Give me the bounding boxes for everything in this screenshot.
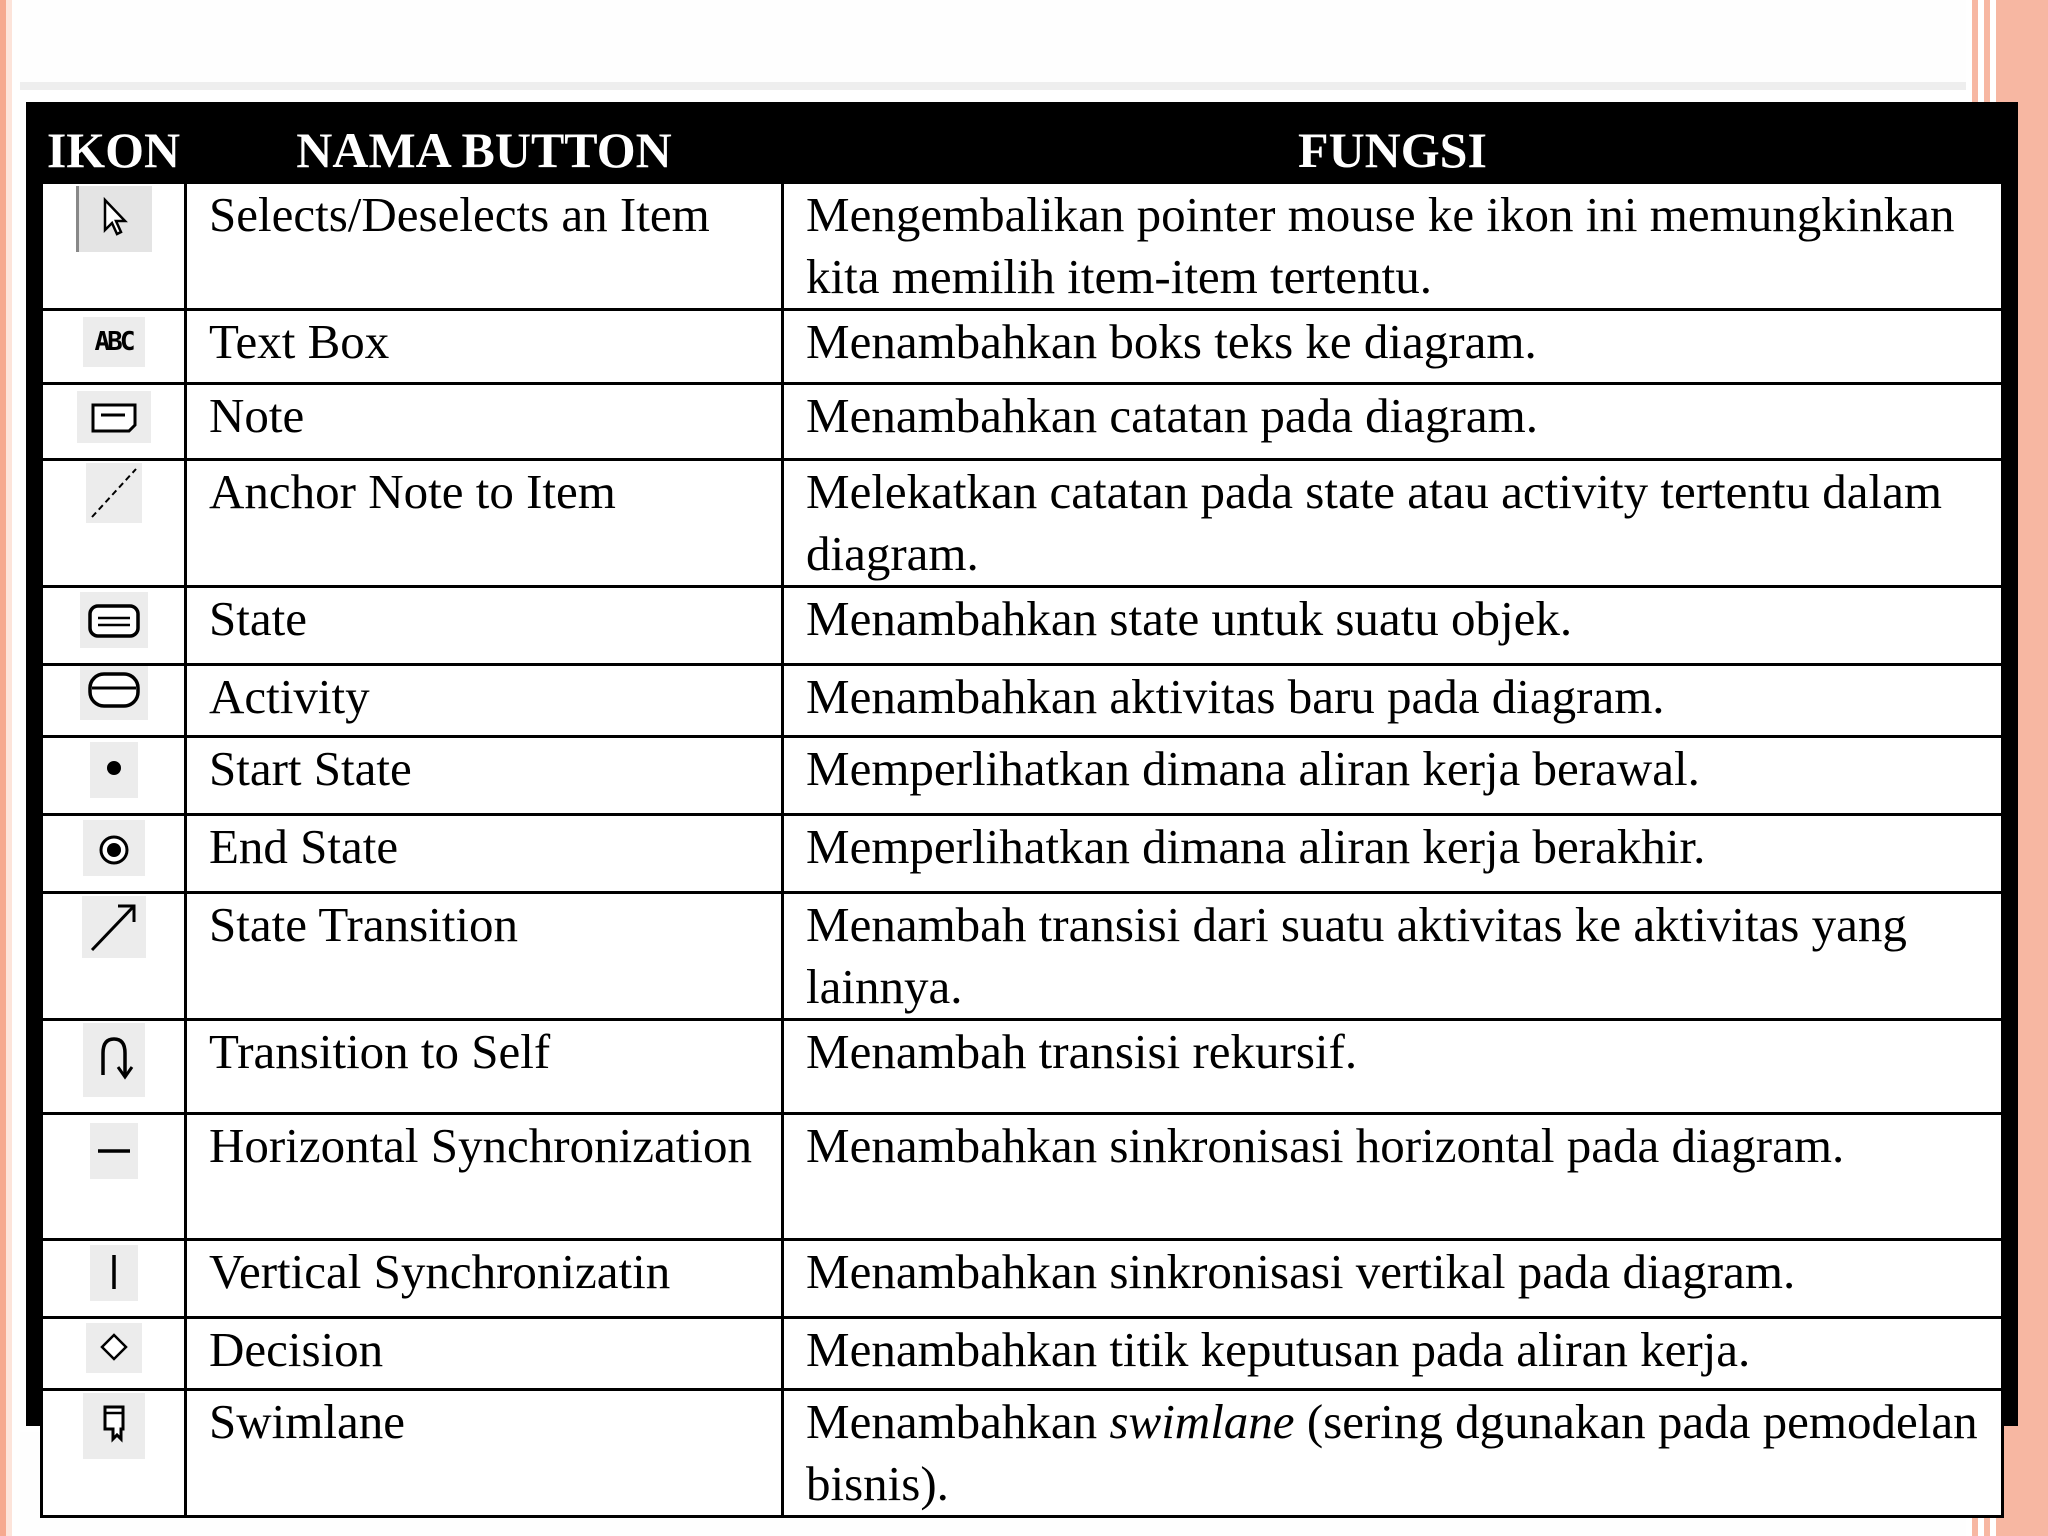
row-name: Anchor Note to Item	[186, 460, 783, 587]
table-row	[42, 1114, 2003, 1240]
header-fungsi: FUNGSI	[783, 118, 2003, 183]
state-transition-icon	[82, 896, 146, 958]
table-row	[42, 665, 2003, 737]
row-name: Swimlane	[186, 1390, 783, 1517]
icon-cell	[42, 1020, 186, 1114]
row-fungsi: Menambahkan state untuk suatu objek.	[783, 587, 2003, 665]
row-fungsi: Menambah transisi dari suatu aktivitas ke aktivitas yang lainnya.	[783, 893, 2003, 1020]
end-state-icon	[83, 820, 145, 876]
row-name: Selects/Deselects an Item	[186, 183, 783, 310]
row-fungsi: Menambahkan catatan pada diagram.	[783, 384, 2003, 460]
icon-table-frame	[26, 102, 2018, 1511]
left-decoration	[0, 0, 20, 1536]
icon-cell	[42, 183, 186, 310]
table-header-row	[42, 118, 2003, 183]
table-row	[42, 310, 2003, 384]
icon-cell	[42, 587, 186, 665]
icon-cell	[42, 1318, 186, 1390]
icon-cell	[42, 815, 186, 893]
row-fungsi-pre: Menambahkan	[806, 1394, 1110, 1449]
table-row	[42, 893, 2003, 1020]
vertical-sync-icon	[90, 1245, 138, 1301]
row-fungsi-emphasis: swimlane	[1109, 1394, 1295, 1449]
horizontal-sync-icon	[90, 1123, 138, 1179]
row-name: Activity	[186, 665, 783, 737]
decision-icon	[86, 1323, 142, 1373]
icon-cell	[42, 737, 186, 815]
text-box-icon	[83, 317, 145, 367]
row-name: Note	[186, 384, 783, 460]
icon-cell	[42, 665, 186, 737]
row-fungsi: Menambahkan boks teks ke diagram.	[783, 310, 2003, 384]
row-name: Start State	[186, 737, 783, 815]
header-nama-button: NAMA BUTTON	[186, 118, 783, 183]
note-icon	[77, 391, 151, 443]
activity-icon	[80, 666, 148, 720]
row-fungsi: Memperlihatkan dimana aliran kerja berakhir.	[783, 815, 2003, 893]
row-name: Vertical Synchronizatin	[186, 1240, 783, 1318]
icon-cell	[42, 1114, 186, 1240]
row-name: Horizontal Synchronization	[186, 1114, 783, 1240]
row-name: State	[186, 587, 783, 665]
icon-cell	[42, 1240, 186, 1318]
table-row	[42, 737, 2003, 815]
table-row	[42, 460, 2003, 587]
row-fungsi: Menambahkan sinkronisasi horizontal pada diagram.	[783, 1114, 2003, 1240]
row-name: Text Box	[186, 310, 783, 384]
header-ikon: IKON	[42, 118, 186, 183]
icon-cell	[42, 310, 186, 384]
state-icon	[80, 592, 148, 648]
row-fungsi: Menambahkan aktivitas baru pada diagram.	[783, 665, 2003, 737]
text-box-icon-label: ABC	[94, 327, 133, 357]
slide-top	[20, 0, 1966, 82]
transition-to-self-icon	[83, 1023, 145, 1097]
row-fungsi: Memperlihatkan dimana aliran kerja berawal.	[783, 737, 2003, 815]
table-row	[42, 587, 2003, 665]
row-fungsi: Melekatkan catatan pada state atau activity tertentu dalam diagram.	[783, 460, 2003, 587]
icon-cell	[42, 893, 186, 1020]
row-fungsi: Menambahkan titik keputusan pada aliran kerja.	[783, 1318, 2003, 1390]
start-state-icon	[90, 742, 138, 798]
row-fungsi: Menambahkan sinkronisasi vertikal pada diagram.	[783, 1240, 2003, 1318]
icon-cell	[42, 1390, 186, 1517]
table-row	[42, 1240, 2003, 1318]
row-fungsi-post: (sering dgunakan pada pemodelan bisnis).	[806, 1394, 1978, 1511]
row-name: State Transition	[186, 893, 783, 1020]
icon-cell	[42, 460, 186, 587]
select-pointer-icon	[76, 186, 152, 252]
icon-cell	[42, 384, 186, 460]
table-row	[42, 183, 2003, 310]
row-name: Decision	[186, 1318, 783, 1390]
icon-table	[40, 116, 2004, 1518]
table-row	[42, 384, 2003, 460]
table-row	[42, 815, 2003, 893]
swimlane-icon	[83, 1393, 145, 1459]
row-fungsi: Menambah transisi rekursif.	[783, 1020, 2003, 1114]
slide-band	[20, 82, 1966, 90]
anchor-note-icon	[86, 463, 142, 523]
table-row	[42, 1318, 2003, 1390]
row-fungsi: Mengembalikan pointer mouse ke ikon ini memungkinkan kita memilih item-item tertentu.	[783, 183, 2003, 310]
table-row	[42, 1390, 2003, 1517]
row-fungsi	[783, 1390, 2003, 1517]
table-row	[42, 1020, 2003, 1114]
row-name: End State	[186, 815, 783, 893]
row-name: Transition to Self	[186, 1020, 783, 1114]
